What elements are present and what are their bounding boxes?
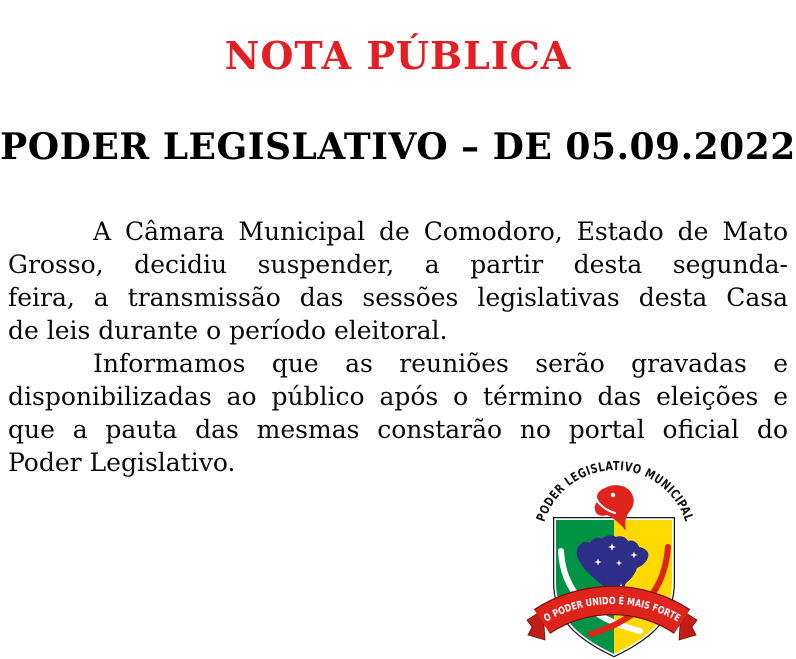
text-line: feira, a transmissão das sessões legislativas desta Casa: [8, 283, 788, 312]
note-heading: PODER LEGISLATIVO – DE 05.09.2022: [0, 126, 796, 168]
municipal-seal-logo: [521, 450, 703, 659]
text-line: disponibilizadas ao público após o término das eleições e: [8, 382, 788, 411]
note-body: [8, 215, 788, 479]
seal-arc-label: PODER LEGISLATIVO MUNICIPAL: [532, 457, 698, 526]
text-line: Informamos que as reuniões serão gravadas e: [93, 349, 788, 378]
parrot-eye: [611, 493, 615, 497]
text-line: de leis durante o período eleitoral.: [8, 316, 448, 345]
text-line: Grosso, decidiu suspender, a partir desta segunda-: [8, 250, 788, 279]
text-line: que a pauta das mesmas constarão no portal oficial do: [8, 415, 788, 444]
text-line: A Câmara Municipal de Comodoro, Estado de Mato: [93, 217, 788, 246]
text-line: Poder Legislativo.: [8, 448, 236, 477]
paragraph: [8, 215, 788, 347]
note-title: NOTA PÚBLICA: [224, 33, 572, 78]
seal-banner-label: O PODER UNIDO É MAIS FORTE: [542, 595, 684, 626]
